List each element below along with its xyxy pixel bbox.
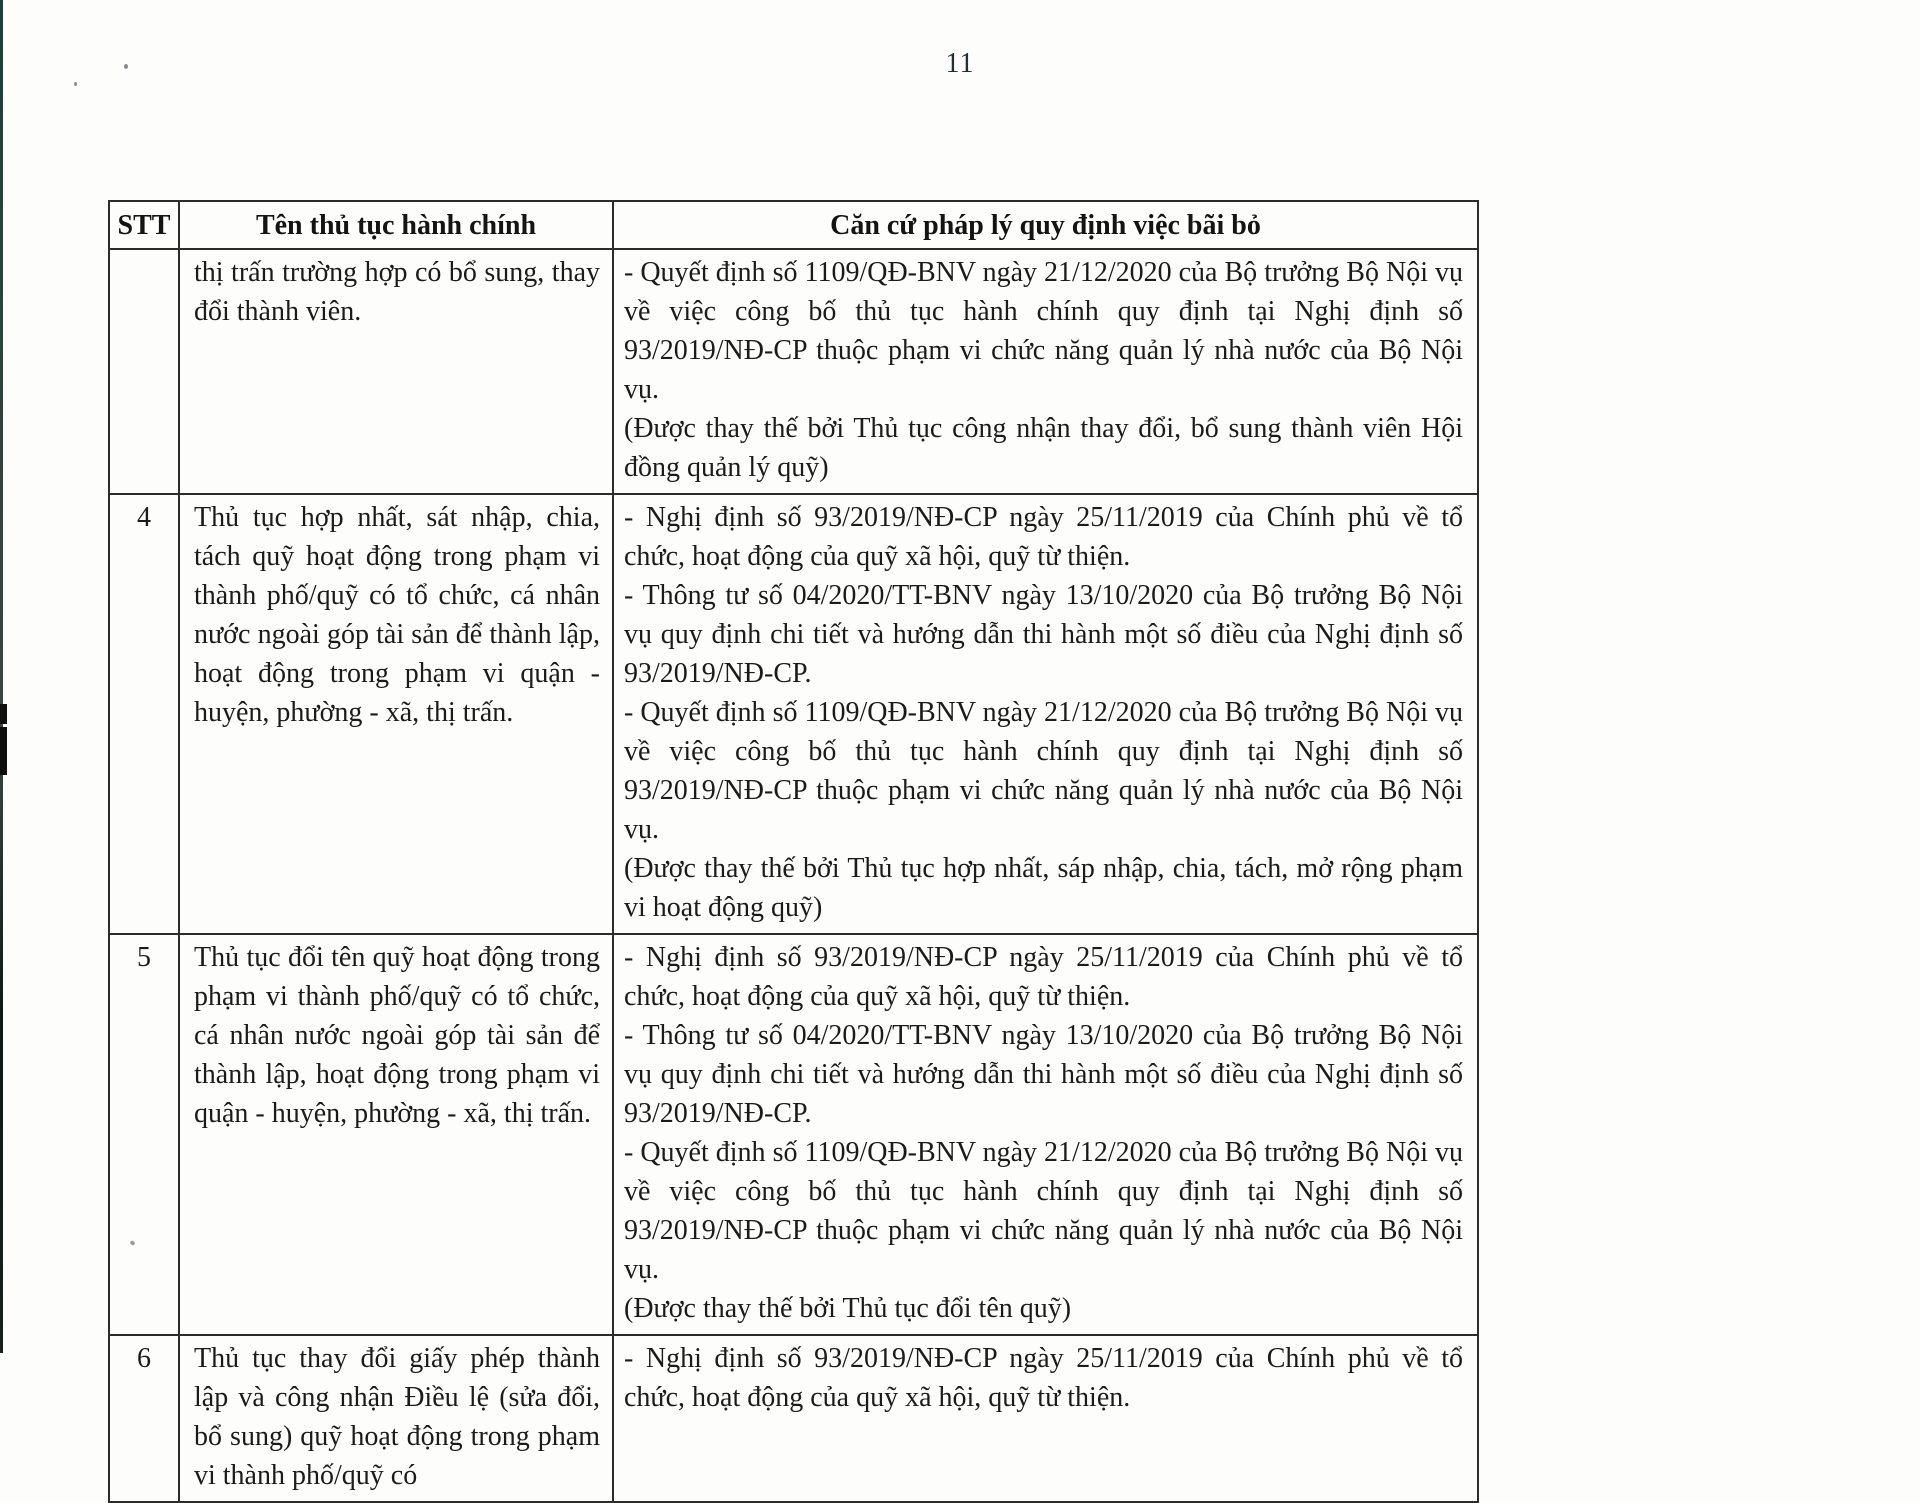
legal-basis-paragraph: (Được thay thế bởi Thủ tục công nhận thay đổi, bổ sung thành viên Hội đồng quản lý quỹ): [624, 413, 1463, 483]
legal-basis-paragraph: - Thông tư số 04/2020/TT-BNV ngày 13/10/2020 của Bộ trưởng Bộ Nội vụ quy định chi tiết và hướng dẫn thi hành một số điều của Nghị định số 93/2019/NĐ-CP.: [624, 580, 1463, 689]
legal-basis-cell: [613, 1335, 1478, 1502]
legal-basis-cell: [613, 494, 1478, 934]
table-row: [109, 249, 1478, 494]
legal-basis-paragraph: - Quyết định số 1109/QĐ-BNV ngày 21/12/2020 của Bộ trưởng Bộ Nội vụ về việc công bố thủ tục hành chính quy định tại Nghị định số 93/2019/NĐ-CP thuộc phạm vi chức năng quản lý nhà nước của Bộ Nội vụ.: [624, 257, 1463, 405]
legal-basis-cell: [613, 249, 1478, 494]
table-row: [109, 494, 1478, 934]
page-number: 11: [945, 48, 975, 79]
scan-speck: [124, 64, 128, 69]
scan-artifact-blob: [0, 727, 7, 775]
header-stt: STT: [109, 201, 179, 249]
legal-basis-paragraph: - Nghị định số 93/2019/NĐ-CP ngày 25/11/2019 của Chính phủ về tổ chức, hoạt động của quỹ xã hội, quỹ từ thiện.: [624, 502, 1463, 572]
legal-basis-paragraph: (Được thay thế bởi Thủ tục hợp nhất, sáp nhập, chia, tách, mở rộng phạm vi hoạt động quỹ): [624, 853, 1463, 923]
legal-basis-paragraph: - Nghị định số 93/2019/NĐ-CP ngày 25/11/2019 của Chính phủ về tổ chức, hoạt động của quỹ xã hội, quỹ từ thiện.: [624, 942, 1463, 1012]
scan-edge-line: [0, 0, 3, 1353]
stt-cell: 5: [109, 934, 179, 1335]
procedure-name-cell: Thủ tục hợp nhất, sát nhập, chia, tách quỹ hoạt động trong phạm vi thành phố/quỹ có tổ chức, cá nhân nước ngoài góp tài sản để thành lập, hoạt động trong phạm vi quận - huyện, phường - xã, thị trấn.: [179, 494, 613, 934]
procedure-name-cell: thị trấn trường hợp có bổ sung, thay đổi thành viên.: [179, 249, 613, 494]
legal-basis-cell: [613, 934, 1478, 1335]
procedure-name-cell: Thủ tục đổi tên quỹ hoạt động trong phạm vi thành phố/quỹ có tổ chức, cá nhân nước ngoài góp tài sản để thành lập, hoạt động trong phạm vi quận - huyện, phường - xã, thị trấn.: [179, 934, 613, 1335]
procedure-name-cell: Thủ tục thay đổi giấy phép thành lập và công nhận Điều lệ (sửa đổi, bổ sung) quỹ hoạt động trong phạm vi thành phố/quỹ có: [179, 1335, 613, 1502]
table-header-row: [109, 201, 1478, 249]
procedures-table: [108, 200, 1479, 1503]
legal-basis-paragraph: (Được thay thế bởi Thủ tục đổi tên quỹ): [624, 1293, 1072, 1324]
table-row: [109, 1335, 1478, 1502]
header-procedure-name: Tên thủ tục hành chính: [179, 201, 613, 249]
header-legal-basis: Căn cứ pháp lý quy định việc bãi bỏ: [613, 201, 1478, 249]
legal-basis-paragraph: - Quyết định số 1109/QĐ-BNV ngày 21/12/2020 của Bộ trưởng Bộ Nội vụ về việc công bố thủ tục hành chính quy định tại Nghị định số 93/2019/NĐ-CP thuộc phạm vi chức năng quản lý nhà nước của Bộ Nội vụ.: [624, 1137, 1463, 1285]
legal-basis-paragraph: - Nghị định số 93/2019/NĐ-CP ngày 25/11/2019 của Chính phủ về tổ chức, hoạt động của quỹ xã hội, quỹ từ thiện.: [624, 1343, 1463, 1413]
legal-basis-paragraph: - Quyết định số 1109/QĐ-BNV ngày 21/12/2020 của Bộ trưởng Bộ Nội vụ về việc công bố thủ tục hành chính quy định tại Nghị định số 93/2019/NĐ-CP thuộc phạm vi chức năng quản lý nhà nước của Bộ Nội vụ.: [624, 697, 1463, 845]
stt-cell: [109, 249, 179, 494]
stt-cell: 6: [109, 1335, 179, 1502]
table-row: [109, 934, 1478, 1335]
scan-speck: [74, 82, 77, 86]
scan-artifact-blob: [0, 704, 7, 724]
legal-basis-paragraph: - Thông tư số 04/2020/TT-BNV ngày 13/10/2020 của Bộ trưởng Bộ Nội vụ quy định chi tiết và hướng dẫn thi hành một số điều của Nghị định số 93/2019/NĐ-CP.: [624, 1020, 1463, 1129]
stt-cell: 4: [109, 494, 179, 934]
